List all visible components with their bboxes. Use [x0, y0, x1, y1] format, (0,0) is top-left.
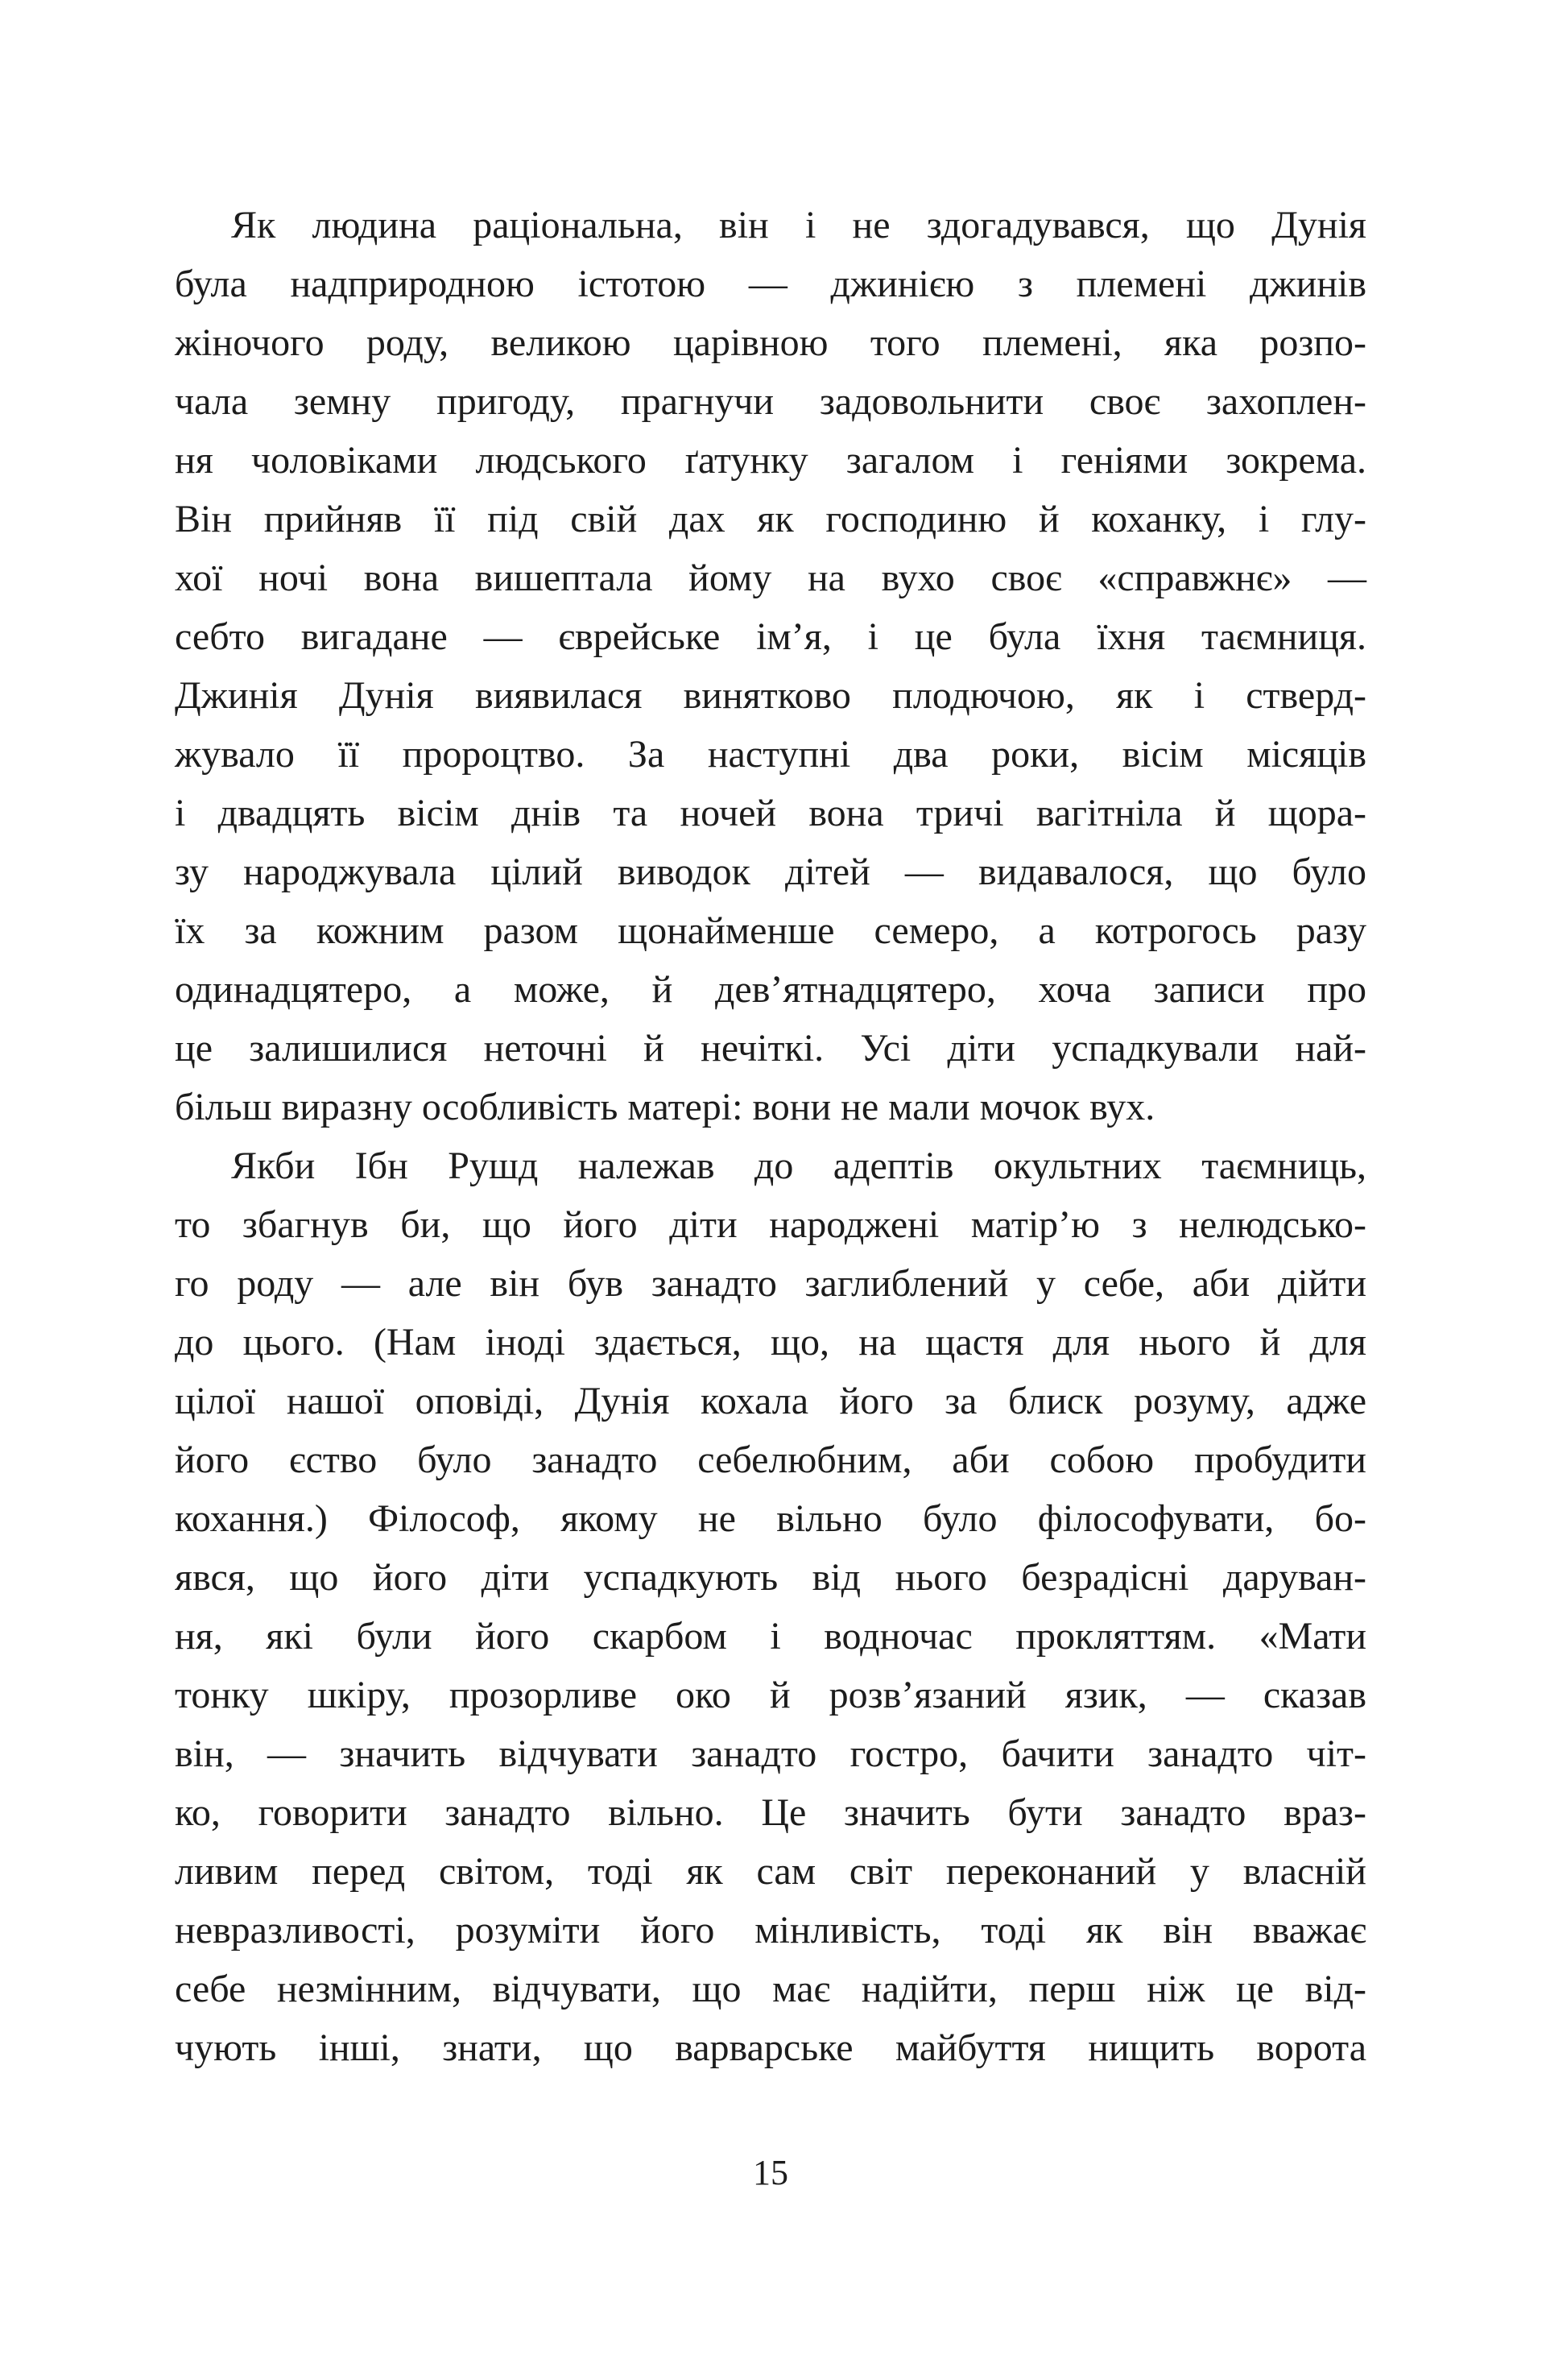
text-line: чала земну пригоду, прагнучи задовольнити своє захоплен- — [175, 380, 1366, 423]
text-line: одинадцятеро, а може, й дев’ятнадцятеро, хоча записи про — [175, 968, 1366, 1011]
text-line: їх за кожним разом щонайменше семеро, а котрогось разу — [175, 909, 1366, 952]
page-number: 15 — [753, 2153, 788, 2192]
paragraph — [175, 1136, 1366, 2077]
text-line: до цього. (Нам іноді здається, що, на щастя для нього й для — [175, 1321, 1366, 1364]
text-line: ня чоловіками людського ґатунку загалом і геніями зокрема. — [175, 439, 1366, 482]
text-line: невразливості, розуміти його мінливість, тоді як він вважає — [175, 1909, 1366, 1952]
text-line: себто вигадане — єврейське ім’я, і це була їхня таємниця. — [175, 615, 1366, 658]
text-line: Джинія Дунія виявилася винятково плодючою, як і стверд- — [175, 674, 1366, 717]
text-line: хої ночі вона вишептала йому на вухо своє «справжнє» — — [175, 557, 1366, 599]
text-line: він, — значить відчувати занадто гостро, бачити занадто чіт- — [175, 1732, 1366, 1775]
text-line: і двадцять вісім днів та ночей вона тричі вагітніла й щора- — [175, 792, 1366, 834]
text-line: ня, які були його скарбом і водночас прокляттям. «Мати — [175, 1615, 1366, 1658]
text-line: більш виразну особливість матері: вони не мали мочок вух. — [175, 1086, 1155, 1128]
text-line: жувало її пророцтво. За наступні два роки, вісім місяців — [175, 733, 1366, 776]
page-text — [175, 196, 1366, 2077]
text-line: себе незмінним, відчувати, що має надійти, перш ніж це від- — [175, 1968, 1366, 2010]
text-line: то збагнув би, що його діти народжені матір’ю з нелюдсько- — [175, 1203, 1366, 1246]
text-line: го роду — але він був занадто заглиблений у себе, аби дійти — [175, 1262, 1366, 1305]
text-line: це залишилися неточні й нечіткі. Усі діти успадкували най- — [175, 1027, 1366, 1070]
text-line: чують інші, знати, що варварське майбуття нищить ворота — [175, 2026, 1366, 2069]
text-line: Як людина раціональна, він і не здогадувався, що Дунія — [231, 204, 1366, 246]
text-line: ливим перед світом, тоді як сам світ переконаний у власній — [175, 1850, 1366, 1893]
text-line: зу народжувала цілий виводок дітей — видавалося, що було — [175, 851, 1366, 893]
text-line: жіночого роду, великою царівною того племені, яка розпо- — [175, 321, 1366, 364]
text-line: тонку шкіру, прозорливе око й розв’язаний язик, — сказав — [175, 1674, 1366, 1716]
text-line: була надприродною істотою — джинією з племені джинів — [175, 263, 1366, 305]
text-line: кохання.) Філософ, якому не вільно було філософувати, бо- — [175, 1497, 1366, 1540]
text-line: цілої нашої оповіді, Дунія кохала його за блиск розуму, адже — [175, 1380, 1366, 1422]
text-line: його єство було занадто себелюбним, аби собою пробудити — [175, 1438, 1366, 1481]
text-line: явся, що його діти успадкують від нього безрадісні даруван- — [175, 1556, 1366, 1599]
text-line: Якби Ібн Рушд належав до адептів окультних таємниць, — [231, 1144, 1366, 1187]
text-line: Він прийняв її під свій дах як господиню й коханку, і глу- — [175, 498, 1366, 540]
paragraph — [175, 196, 1366, 1136]
text-line: ко, говорити занадто вільно. Це значить бути занадто враз- — [175, 1791, 1366, 1834]
